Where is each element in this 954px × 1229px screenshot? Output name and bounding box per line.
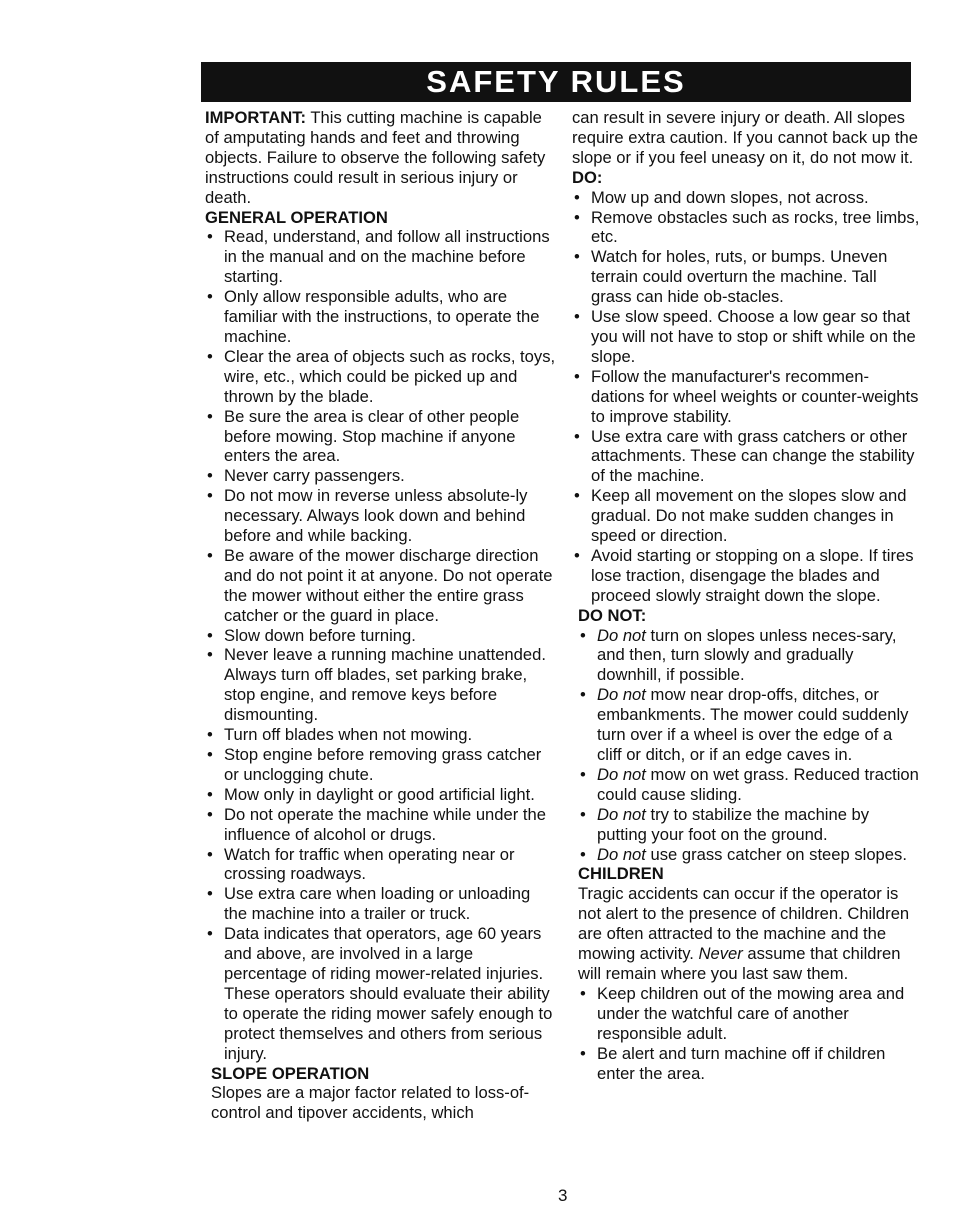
list-item-text: mow near drop-offs, ditches, or embankments. The mower could suddenly turn over if a wheel is over the edge of a cliff or ditch, or if an edge caves in. bbox=[597, 685, 909, 764]
list-item bbox=[578, 845, 920, 865]
list-item: • Use extra care with grass catchers or other attachments. These can change the stability of the machine. bbox=[572, 427, 920, 487]
slope-intro-right: can result in severe injury or death. All slopes require extra caution. If you cannot back up the slope or if you feel uneasy on it, do not mow it. bbox=[572, 108, 918, 167]
slope-intro-left: Slopes are a major factor related to loss-of-control and tipover accidents, which bbox=[211, 1083, 530, 1123]
list-item: • Slow down before turning. bbox=[205, 626, 557, 646]
list-item: • Never leave a running machine unattended. Always turn off blades, set parking brake, stop engine, and remove keys before dismounting. bbox=[205, 645, 557, 725]
list-item: • Data indicates that operators, age 60 years and above, are involved in a large percentage of riding mower-related injuries. These operators should evaluate their ability to operate the riding mower safely enough to protect themselves and others from serious injury. bbox=[205, 924, 557, 1063]
list-item: • Never carry passengers. bbox=[205, 466, 557, 486]
do-list bbox=[572, 188, 920, 606]
list-item-text: try to stabilize the machine by putting your foot on the ground. bbox=[597, 804, 870, 844]
list-item: • Use extra care when loading or unloading the machine into a trailer or truck. bbox=[205, 884, 557, 924]
list-item-text: mow on wet grass. Reduced traction could cause sliding. bbox=[597, 764, 919, 804]
list-item: • Remove obstacles such as rocks, tree limbs, etc. bbox=[572, 208, 920, 248]
slope-operation-heading: SLOPE OPERATION bbox=[211, 1063, 370, 1083]
list-item: • Be aware of the mower discharge direction and do not point it at anyone. Do not operate the mower without either the entire grass catcher or the guard in place. bbox=[205, 546, 557, 626]
list-item: • Mow up and down slopes, not across. bbox=[572, 188, 920, 208]
list-item: • Follow the manufacturer's recommen-dations for wheel weights or counter-weights to improve stability. bbox=[572, 367, 920, 427]
children-heading: CHILDREN bbox=[578, 864, 664, 884]
list-item: • Be alert and turn machine off if children enter the area. bbox=[578, 1044, 920, 1084]
do-not-lead: Do not bbox=[597, 844, 646, 864]
important-label: IMPORTANT: bbox=[205, 108, 307, 127]
general-operation-heading: GENERAL OPERATION bbox=[205, 207, 388, 227]
list-item: • Clear the area of objects such as rocks, toys, wire, etc., which could be picked up and thrown by the blade. bbox=[205, 347, 557, 407]
left-column bbox=[205, 108, 557, 1123]
important-notice bbox=[205, 108, 557, 208]
do-not-section bbox=[578, 606, 920, 1084]
list-item: • Turn off blades when not mowing. bbox=[205, 725, 557, 745]
list-item bbox=[578, 626, 920, 686]
do-not-heading: DO NOT: bbox=[578, 605, 647, 625]
list-item-text: use grass catcher on steep slopes. bbox=[645, 844, 907, 864]
do-heading: DO: bbox=[572, 167, 603, 187]
list-item bbox=[578, 765, 920, 805]
list-item: • Read, understand, and follow all instructions in the manual and on the machine before starting. bbox=[205, 227, 557, 287]
list-item: • Stop engine before removing grass catcher or unclogging chute. bbox=[205, 745, 557, 785]
do-not-lead: Do not bbox=[597, 764, 646, 784]
list-item: • Do not operate the machine while under the influence of alcohol or drugs. bbox=[205, 805, 557, 845]
list-item: • Watch for traffic when operating near or crossing roadways. bbox=[205, 845, 557, 885]
do-not-list bbox=[578, 626, 920, 865]
children-list bbox=[578, 984, 920, 1084]
children-intro bbox=[578, 884, 920, 984]
children-text-before: Tragic accidents can occur if the operator is not alert to the presence of children. Children are often attracted to the machine and the mowing activity. bbox=[578, 884, 910, 964]
list-item bbox=[578, 685, 920, 765]
general-operation-list bbox=[205, 227, 557, 1063]
list-item: • Avoid starting or stopping on a slope. If tires lose traction, disengage the blades and proceed slowly straight down the slope. bbox=[572, 546, 920, 606]
list-item: • Mow only in daylight or good artificial light. bbox=[205, 785, 557, 805]
do-not-lead: Do not bbox=[597, 804, 646, 824]
list-item-text: turn on slopes unless neces-sary, and then, turn slowly and gradually downhill, if possible. bbox=[597, 625, 897, 685]
list-item: • Keep all movement on the slopes slow and gradual. Do not make sudden changes in speed or direction. bbox=[572, 486, 920, 546]
do-not-lead: Do not bbox=[597, 625, 646, 645]
list-item: • Only allow responsible adults, who are familiar with the instructions, to operate the machine. bbox=[205, 287, 557, 347]
list-item: • Watch for holes, ruts, or bumps. Uneven terrain could overturn the machine. Tall grass can hide ob-stacles. bbox=[572, 247, 920, 307]
list-item: • Do not mow in reverse unless absolute-ly necessary. Always look down and behind before and while backing. bbox=[205, 486, 557, 546]
important-text: This cutting machine is capable of amputating hands and feet and throwing objects. Failure to observe the following safety instructions could result in serious injury or death. bbox=[205, 108, 546, 207]
list-item: • Use slow speed. Choose a low gear so that you will not have to stop or shift while on the slope. bbox=[572, 307, 920, 367]
list-item: • Keep children out of the mowing area and under the watchful care of another responsible adult. bbox=[578, 984, 920, 1044]
do-not-lead: Do not bbox=[597, 685, 646, 705]
right-column bbox=[572, 108, 920, 1083]
list-item: • Be sure the area is clear of other people before mowing. Stop machine if anyone enters the area. bbox=[205, 407, 557, 467]
list-item bbox=[578, 805, 920, 845]
page-number: 3 bbox=[558, 1186, 568, 1205]
children-text-after: assume that children will remain where you last saw them. bbox=[578, 944, 901, 983]
safety-rules-banner: SAFETY RULES bbox=[201, 62, 911, 102]
children-text-emphasis: Never bbox=[698, 944, 743, 964]
